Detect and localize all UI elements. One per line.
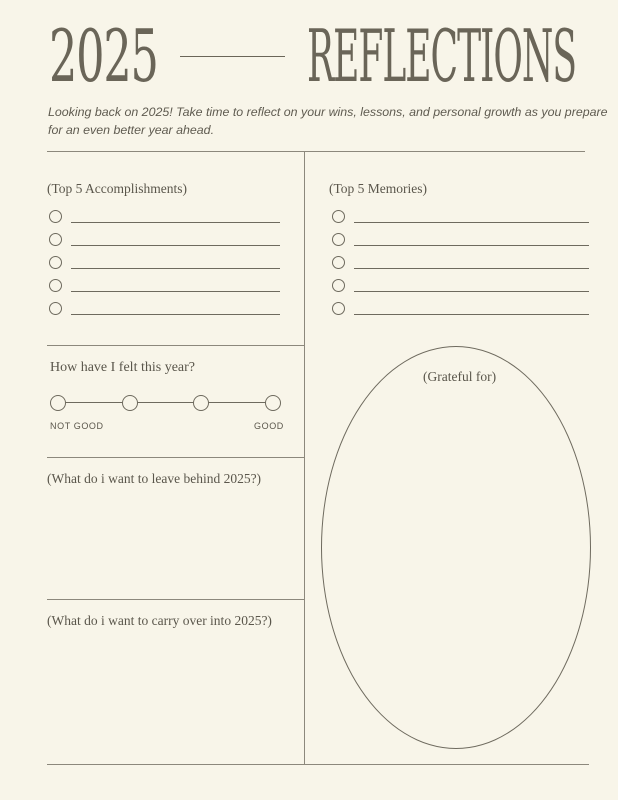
feelings-scale-option[interactable]: [122, 395, 138, 411]
accomplishment-entry-line[interactable]: [71, 291, 280, 292]
accomplishment-entry-line[interactable]: [71, 245, 280, 246]
rule-after-accomplishments: [47, 345, 304, 346]
rule-after-leave-behind: [47, 599, 304, 600]
center-divider: [304, 151, 305, 764]
scale-high-label: GOOD: [254, 421, 284, 431]
feelings-scale-option[interactable]: [265, 395, 281, 411]
leave-behind-label: (What do i want to leave behind 2025?): [47, 471, 262, 486]
memory-entry-line[interactable]: [354, 268, 589, 269]
memory-checkbox[interactable]: [332, 233, 345, 246]
page-title: REFLECTIONS: [307, 14, 577, 98]
memory-entry-line[interactable]: [354, 222, 589, 223]
accomplishment-checkbox[interactable]: [49, 279, 62, 292]
accomplishments-label: (Top 5 Accomplishments): [47, 181, 188, 196]
title-divider: [180, 56, 285, 57]
feelings-scale-track: [58, 402, 273, 403]
accomplishment-checkbox[interactable]: [49, 210, 62, 223]
feelings-scale-option[interactable]: [193, 395, 209, 411]
memory-entry-line[interactable]: [354, 245, 589, 246]
leave-behind-area[interactable]: [47, 492, 302, 596]
carry-over-area[interactable]: [47, 634, 302, 760]
grateful-oval[interactable]: [321, 346, 591, 749]
memory-entry-line[interactable]: [354, 314, 589, 315]
intro-text: Looking back on 2025! Take time to reflect on your wins, lessons, and personal growth as you prepare for an even better year ahead.: [48, 105, 608, 137]
memory-entry-line[interactable]: [354, 291, 589, 292]
feelings-scale-option[interactable]: [50, 395, 66, 411]
year-heading: 2025: [49, 14, 158, 98]
accomplishment-entry-line[interactable]: [71, 314, 280, 315]
carry-over-label: (What do i want to carry over into 2025?): [47, 613, 272, 628]
accomplishment-entry-line[interactable]: [71, 222, 280, 223]
memory-checkbox[interactable]: [332, 302, 345, 315]
memory-checkbox[interactable]: [332, 256, 345, 269]
memory-checkbox[interactable]: [332, 210, 345, 223]
feelings-label: How have I felt this year?: [50, 360, 195, 375]
memory-checkbox[interactable]: [332, 279, 345, 292]
accomplishment-checkbox[interactable]: [49, 256, 62, 269]
bottom-rule: [47, 764, 589, 765]
grateful-label: (Grateful for): [423, 369, 497, 384]
top-rule: [47, 151, 585, 152]
accomplishment-checkbox[interactable]: [49, 233, 62, 246]
scale-low-label: NOT GOOD: [50, 421, 104, 431]
rule-after-feelings: [47, 457, 304, 458]
accomplishment-entry-line[interactable]: [71, 268, 280, 269]
memories-label: (Top 5 Memories): [329, 181, 428, 196]
accomplishment-checkbox[interactable]: [49, 302, 62, 315]
